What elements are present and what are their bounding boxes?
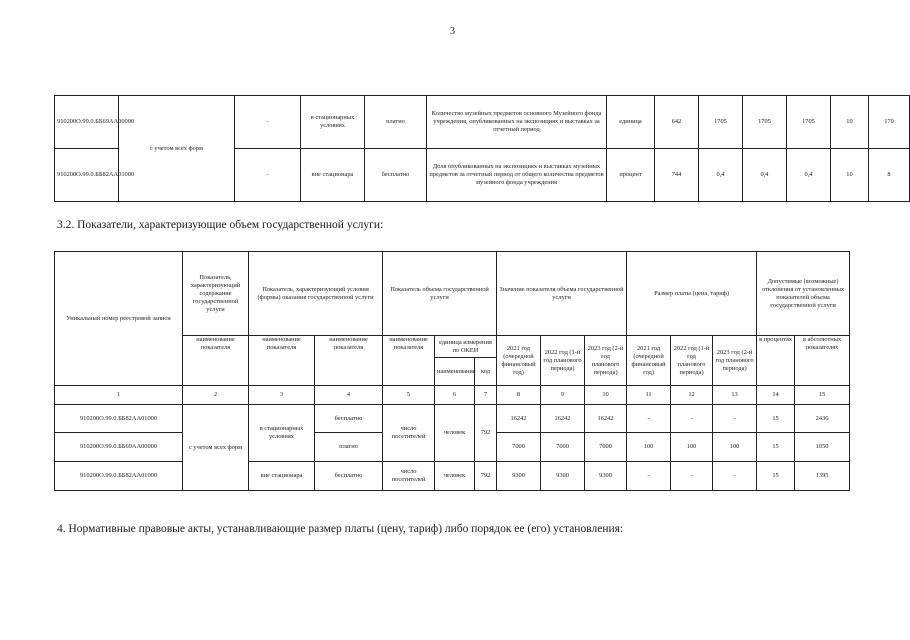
page-number: 3 [450, 26, 455, 37]
header-registry: Уникальный номер реестровой записи [55, 252, 183, 386]
col-number: 12 [671, 386, 713, 405]
registry-code: 910200О.99.0.ББ82АА01000 [55, 462, 183, 491]
header-year-2021: 2021 год (очередной финансовый год) [497, 336, 541, 386]
value-2023: 16242 [585, 405, 627, 433]
group-cell: с учетом всех форм [183, 405, 249, 491]
indicator-name: Количество музейных предметов основного Музейного фонда учреждения, опубликованных на экспозициях и выставках за отчетный период [427, 96, 607, 149]
col-number: 9 [541, 386, 585, 405]
col-number: 3 [249, 386, 315, 405]
col-number: 10 [585, 386, 627, 405]
value-2022: 7000 [541, 433, 585, 462]
fee-2023: - [713, 462, 757, 491]
indicator-name: число посетителей [383, 405, 435, 462]
header-year-2023: 2023 год (2-й год планового периода) [585, 336, 627, 386]
header-allowed-deviation: Допустимые (возможные) отклонения от установленных показателей объема государственной услуги [757, 252, 850, 336]
deviation-percent: 10 [831, 96, 869, 149]
place-cell: вне стационара [249, 462, 315, 491]
group-cell: с учетом всех форм [119, 96, 235, 202]
section-heading-legal-acts: 4. Нормативные правовые акты, устанавливающие размер платы (цену, тариф) либо порядок ее (его) установления: [57, 523, 624, 535]
cell: платно [365, 96, 427, 149]
indicator-name: Доля опубликованных на экспозициях и выставках музейных предметов за отчетный период от общего количества предметов музейного фонда учреждения [427, 149, 607, 202]
cell: платно [315, 433, 383, 462]
value-2023: 1705 [787, 96, 831, 149]
registry-code: 910200О.99.0.ББ82АА01000 [55, 405, 183, 433]
deviation-absolute: 8 [869, 149, 910, 202]
unit-cell: человек [435, 462, 475, 491]
fee-2021: 100 [627, 433, 671, 462]
col-number: 13 [713, 386, 757, 405]
header-unit-code: код [475, 358, 497, 386]
cell: вне стационара [301, 149, 365, 202]
deviation-percent: 15 [757, 433, 795, 462]
header-indicator-name: наименование показателя [383, 336, 435, 386]
okei-cell: 744 [655, 149, 699, 202]
registry-code: 910200О.99.0.ББ69АА00000 [55, 96, 119, 149]
fee-2021: - [627, 405, 671, 433]
value-2021: 9300 [497, 462, 541, 491]
fee-2023: 100 [713, 433, 757, 462]
col-number: 1 [55, 386, 183, 405]
cell: - [235, 96, 301, 149]
cell: в стационарных условиях [301, 96, 365, 149]
header-in-absolute: в абсолютных показателях [795, 336, 850, 386]
unit-cell: процент [607, 149, 655, 202]
place-cell: в стационарных условиях [249, 405, 315, 462]
table-row [55, 96, 910, 149]
header-unit-okei: единица измерения по ОКЕИ [435, 336, 497, 358]
value-2021: 16242 [497, 405, 541, 433]
deviation-percent: 15 [757, 405, 795, 433]
fee-2021: - [627, 462, 671, 491]
deviation-absolute: 1050 [795, 433, 850, 462]
header-volume-values: Значение показателя объема государственной услуги [497, 252, 627, 336]
section-heading-volume: 3.2. Показатели, характеризующие объем государственной услуги: [57, 219, 384, 231]
col-number: 7 [475, 386, 497, 405]
fee-2023: - [713, 405, 757, 433]
header-indicator-name: наименование показателя [315, 336, 383, 386]
header-conditions: Показатель, характеризующий условия (формы) оказания государственной услуги [249, 252, 383, 336]
column-numbers-row [55, 386, 850, 405]
header-indicator-name: наименование показателя [249, 336, 315, 386]
indicator-name: число посетителей [383, 462, 435, 491]
value-2023: 7000 [585, 433, 627, 462]
okei-cell: 792 [475, 462, 497, 491]
header-fee-2022: 2022 год (1-й год планового периода) [671, 336, 713, 386]
col-number: 15 [795, 386, 850, 405]
col-number: 8 [497, 386, 541, 405]
fee-2022: - [671, 405, 713, 433]
value-2021: 7000 [497, 433, 541, 462]
volume-indicators-table [54, 251, 850, 491]
value-2022: 16242 [541, 405, 585, 433]
deviation-absolute: 1395 [795, 462, 850, 491]
deviation-percent: 10 [831, 149, 869, 202]
header-indicator-name: наименование показателя [183, 336, 249, 386]
value-2023: 9300 [585, 462, 627, 491]
table-row [55, 462, 850, 491]
value-2021: 0,4 [699, 149, 743, 202]
okei-cell: 642 [655, 96, 699, 149]
header-fee-2023: 2023 год (2-й год планового периода) [713, 336, 757, 386]
unit-cell: человек [435, 405, 475, 462]
col-number: 6 [435, 386, 475, 405]
header-in-percent: в процентах [757, 336, 795, 386]
deviation-absolute: 170 [869, 96, 910, 149]
value-2022: 9300 [541, 462, 585, 491]
quality-indicators-table [54, 95, 910, 202]
col-number: 5 [383, 386, 435, 405]
deviation-percent: 15 [757, 462, 795, 491]
col-number: 14 [757, 386, 795, 405]
fee-2022: - [671, 462, 713, 491]
header-fee: Размер платы (цена, тариф) [627, 252, 757, 336]
deviation-absolute: 2436 [795, 405, 850, 433]
cell: бесплатно [315, 462, 383, 491]
cell: бесплатно [365, 149, 427, 202]
header-content: Показатель, характеризующий содержание государственной услуги [183, 252, 249, 336]
header-unit-name: наименование [435, 358, 475, 386]
registry-code: 910200О.99.0.ББ69АА00000 [55, 433, 183, 462]
value-2022: 1705 [743, 96, 787, 149]
table-row [55, 405, 850, 433]
unit-cell: единица [607, 96, 655, 149]
header-row [55, 252, 850, 336]
header-volume: Показатель объема государственной услуги [383, 252, 497, 336]
okei-cell: 792 [475, 405, 497, 462]
cell: - [235, 149, 301, 202]
registry-code: 910200О.99.0.ББ82АА01000 [55, 149, 119, 202]
value-2023: 0,4 [787, 149, 831, 202]
header-year-2022: 2022 год (1-й год планового периода) [541, 336, 585, 386]
value-2021: 1705 [699, 96, 743, 149]
fee-2022: 100 [671, 433, 713, 462]
col-number: 11 [627, 386, 671, 405]
col-number: 2 [183, 386, 249, 405]
col-number: 4 [315, 386, 383, 405]
cell: бесплатно [315, 405, 383, 433]
header-fee-2021: 2021 год (очередной финансовый год) [627, 336, 671, 386]
value-2022: 0,4 [743, 149, 787, 202]
